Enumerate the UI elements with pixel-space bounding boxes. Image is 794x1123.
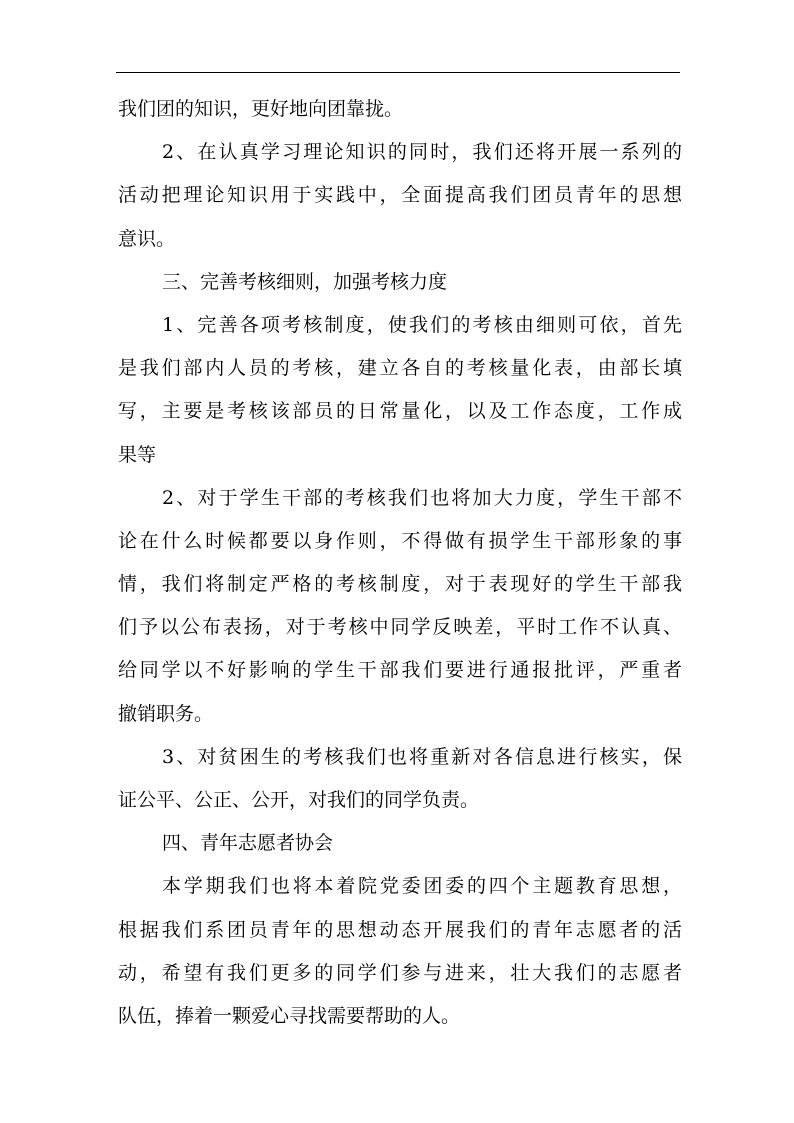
section-heading: 三、完善考核细则，加强考核力度	[162, 270, 448, 293]
section-heading: 四、青年志愿者协会	[162, 832, 334, 855]
text-line: 证公平、公正、公开，对我们的同学负责。	[118, 789, 480, 811]
text-line: 写，主要是考核该部员的日常量化，以及工作态度，工作成	[118, 400, 682, 423]
text-line: 3、对贫困生的考核我们也将重新对各信息进行核实，保	[162, 745, 682, 768]
text-line: 撤销职务。	[118, 702, 214, 725]
text-line: 我们团的知识，更好地向团靠拢。	[118, 98, 404, 120]
text-line: 1、完善各项考核制度，使我们的考核由细则可依，首先	[162, 313, 682, 336]
text-line: 活动把理论知识用于实践中，全面提高我们团员青年的思想	[118, 184, 682, 207]
document-body	[118, 88, 682, 1038]
text-line: 根据我们系团员青年的思想动态开展我们的青年志愿者的活	[118, 918, 682, 941]
text-line: 论在什么时候都要以身作则，不得做有损学生干部形象的事	[118, 529, 682, 552]
text-line: 2、对于学生干部的考核我们也将加大力度，学生干部不	[162, 486, 682, 509]
text-line: 给同学以不好影响的学生干部我们要进行通报批评，严重者	[118, 659, 682, 682]
text-line: 们予以公布表扬，对于考核中同学反映差，平时工作不认真、	[118, 616, 682, 639]
header-rule	[116, 72, 680, 73]
text-line: 2、在认真学习理论知识的同时，我们还将开展一系列的	[162, 141, 682, 164]
text-line: 队伍，捧着一颗爱心寻找需要帮助的人。	[118, 1004, 461, 1027]
text-line: 本学期我们也将本着院党委团委的四个主题教育思想，	[162, 875, 682, 898]
text-line: 意识。	[118, 227, 176, 250]
text-line: 情，我们将制定严格的考核制度，对于表现好的学生干部我	[118, 573, 682, 596]
text-line: 是我们部内人员的考核，建立各自的考核量化表，由部长填	[118, 357, 682, 380]
text-line: 果等	[118, 443, 157, 466]
text-line: 动，希望有我们更多的同学们参与进来，壮大我们的志愿者	[118, 961, 682, 984]
